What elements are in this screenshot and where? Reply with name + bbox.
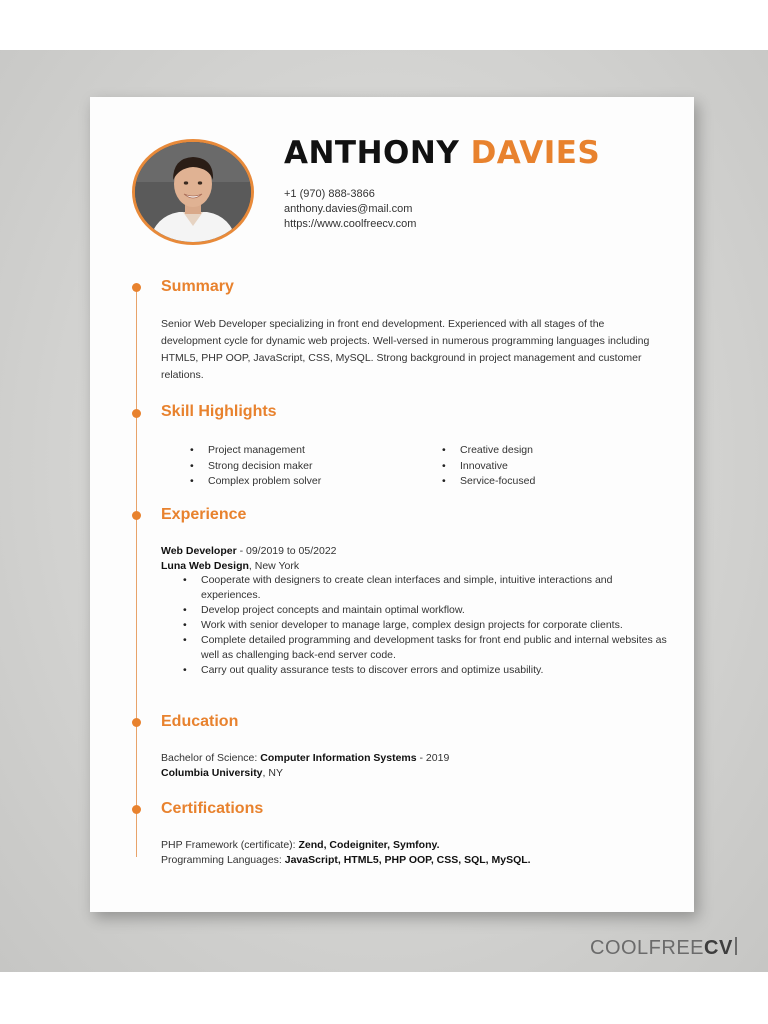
person-portrait-icon [135,142,251,242]
cert-line2-prefix: Programming Languages: [161,854,285,866]
education-details [161,751,666,781]
list-item: • Strong decision maker [190,459,321,475]
phone-number: +1 (970) 888-3866 [284,188,375,200]
certifications-details [161,838,666,868]
resume-sheet [90,97,694,912]
school-name: Columbia University [161,767,263,779]
job-company: Luna Web Design [161,560,249,572]
brand-watermark [590,937,737,960]
job-role: Web Developer [161,545,237,557]
timeline-dot [132,409,141,418]
timeline-dot [132,283,141,292]
timeline-dot [132,718,141,727]
list-item: • Develop project concepts and maintain optimal workflow. [183,603,668,618]
certifications-heading: Certifications [161,800,264,817]
list-item: • Project management [190,443,321,459]
cert-line1-prefix: PHP Framework (certificate): [161,839,299,851]
watermark-text: COOLFREE [590,937,705,959]
job-header [161,544,337,574]
duties-list [183,573,668,678]
summary-heading: Summary [161,278,234,295]
list-item: • Complex problem solver [190,474,321,490]
candidate-name [284,135,600,171]
timeline-line [136,289,137,857]
first-name: ANTHONY [284,135,460,171]
profile-photo [132,139,254,245]
job-dates: - 09/2019 to 05/2022 [236,545,337,557]
website-url: https://www.coolfreecv.com [284,218,417,230]
degree-field: Computer Information Systems [260,752,417,764]
degree-year: - 2019 [416,752,450,764]
email-address: anthony.davies@mail.com [284,203,413,215]
list-item: • Cooperate with designers to create clean interfaces and simple, intuitive interactions and experiences. [183,573,668,603]
skills-list-right [442,443,535,490]
education-heading: Education [161,713,239,730]
skills-list-left [190,443,321,490]
list-item: • Creative design [442,443,535,459]
school-location: , NY [262,767,283,779]
job-location: , New York [248,560,300,572]
timeline-dot [132,805,141,814]
experience-heading: Experience [161,506,247,523]
list-item: • Work with senior developer to manage large, complex design projects for corporate clients. [183,618,668,633]
list-item: • Service-focused [442,474,535,490]
cert-line1-value: Zend, Codeigniter, Symfony. [298,839,440,851]
watermark-bar-icon [735,937,737,955]
list-item: • Complete detailed programming and development tasks for front end public and internal websites as well as challenging back-end server code. [183,633,668,663]
list-item: • Innovative [442,459,535,475]
skills-heading: Skill Highlights [161,403,277,420]
list-item: • Carry out quality assurance tests to discover errors and optimize usability. [183,663,668,678]
watermark-cv: CV [704,937,733,959]
timeline-dot [132,511,141,520]
degree-prefix: Bachelor of Science: [161,752,261,764]
last-name: DAVIES [470,135,601,171]
cert-line2-value: JavaScript, HTML5, PHP OOP, CSS, SQL, MySQL. [284,854,531,866]
summary-text: Senior Web Developer specializing in front end development. Experienced with all stages of the development cycle for dynamic web projects. Well-versed in numerous programming languages including HTML5, PHP OOP, JavaScript, CSS, MySQL. Strong background in project management and customer relations. [161,318,650,381]
contact-block [284,187,416,232]
